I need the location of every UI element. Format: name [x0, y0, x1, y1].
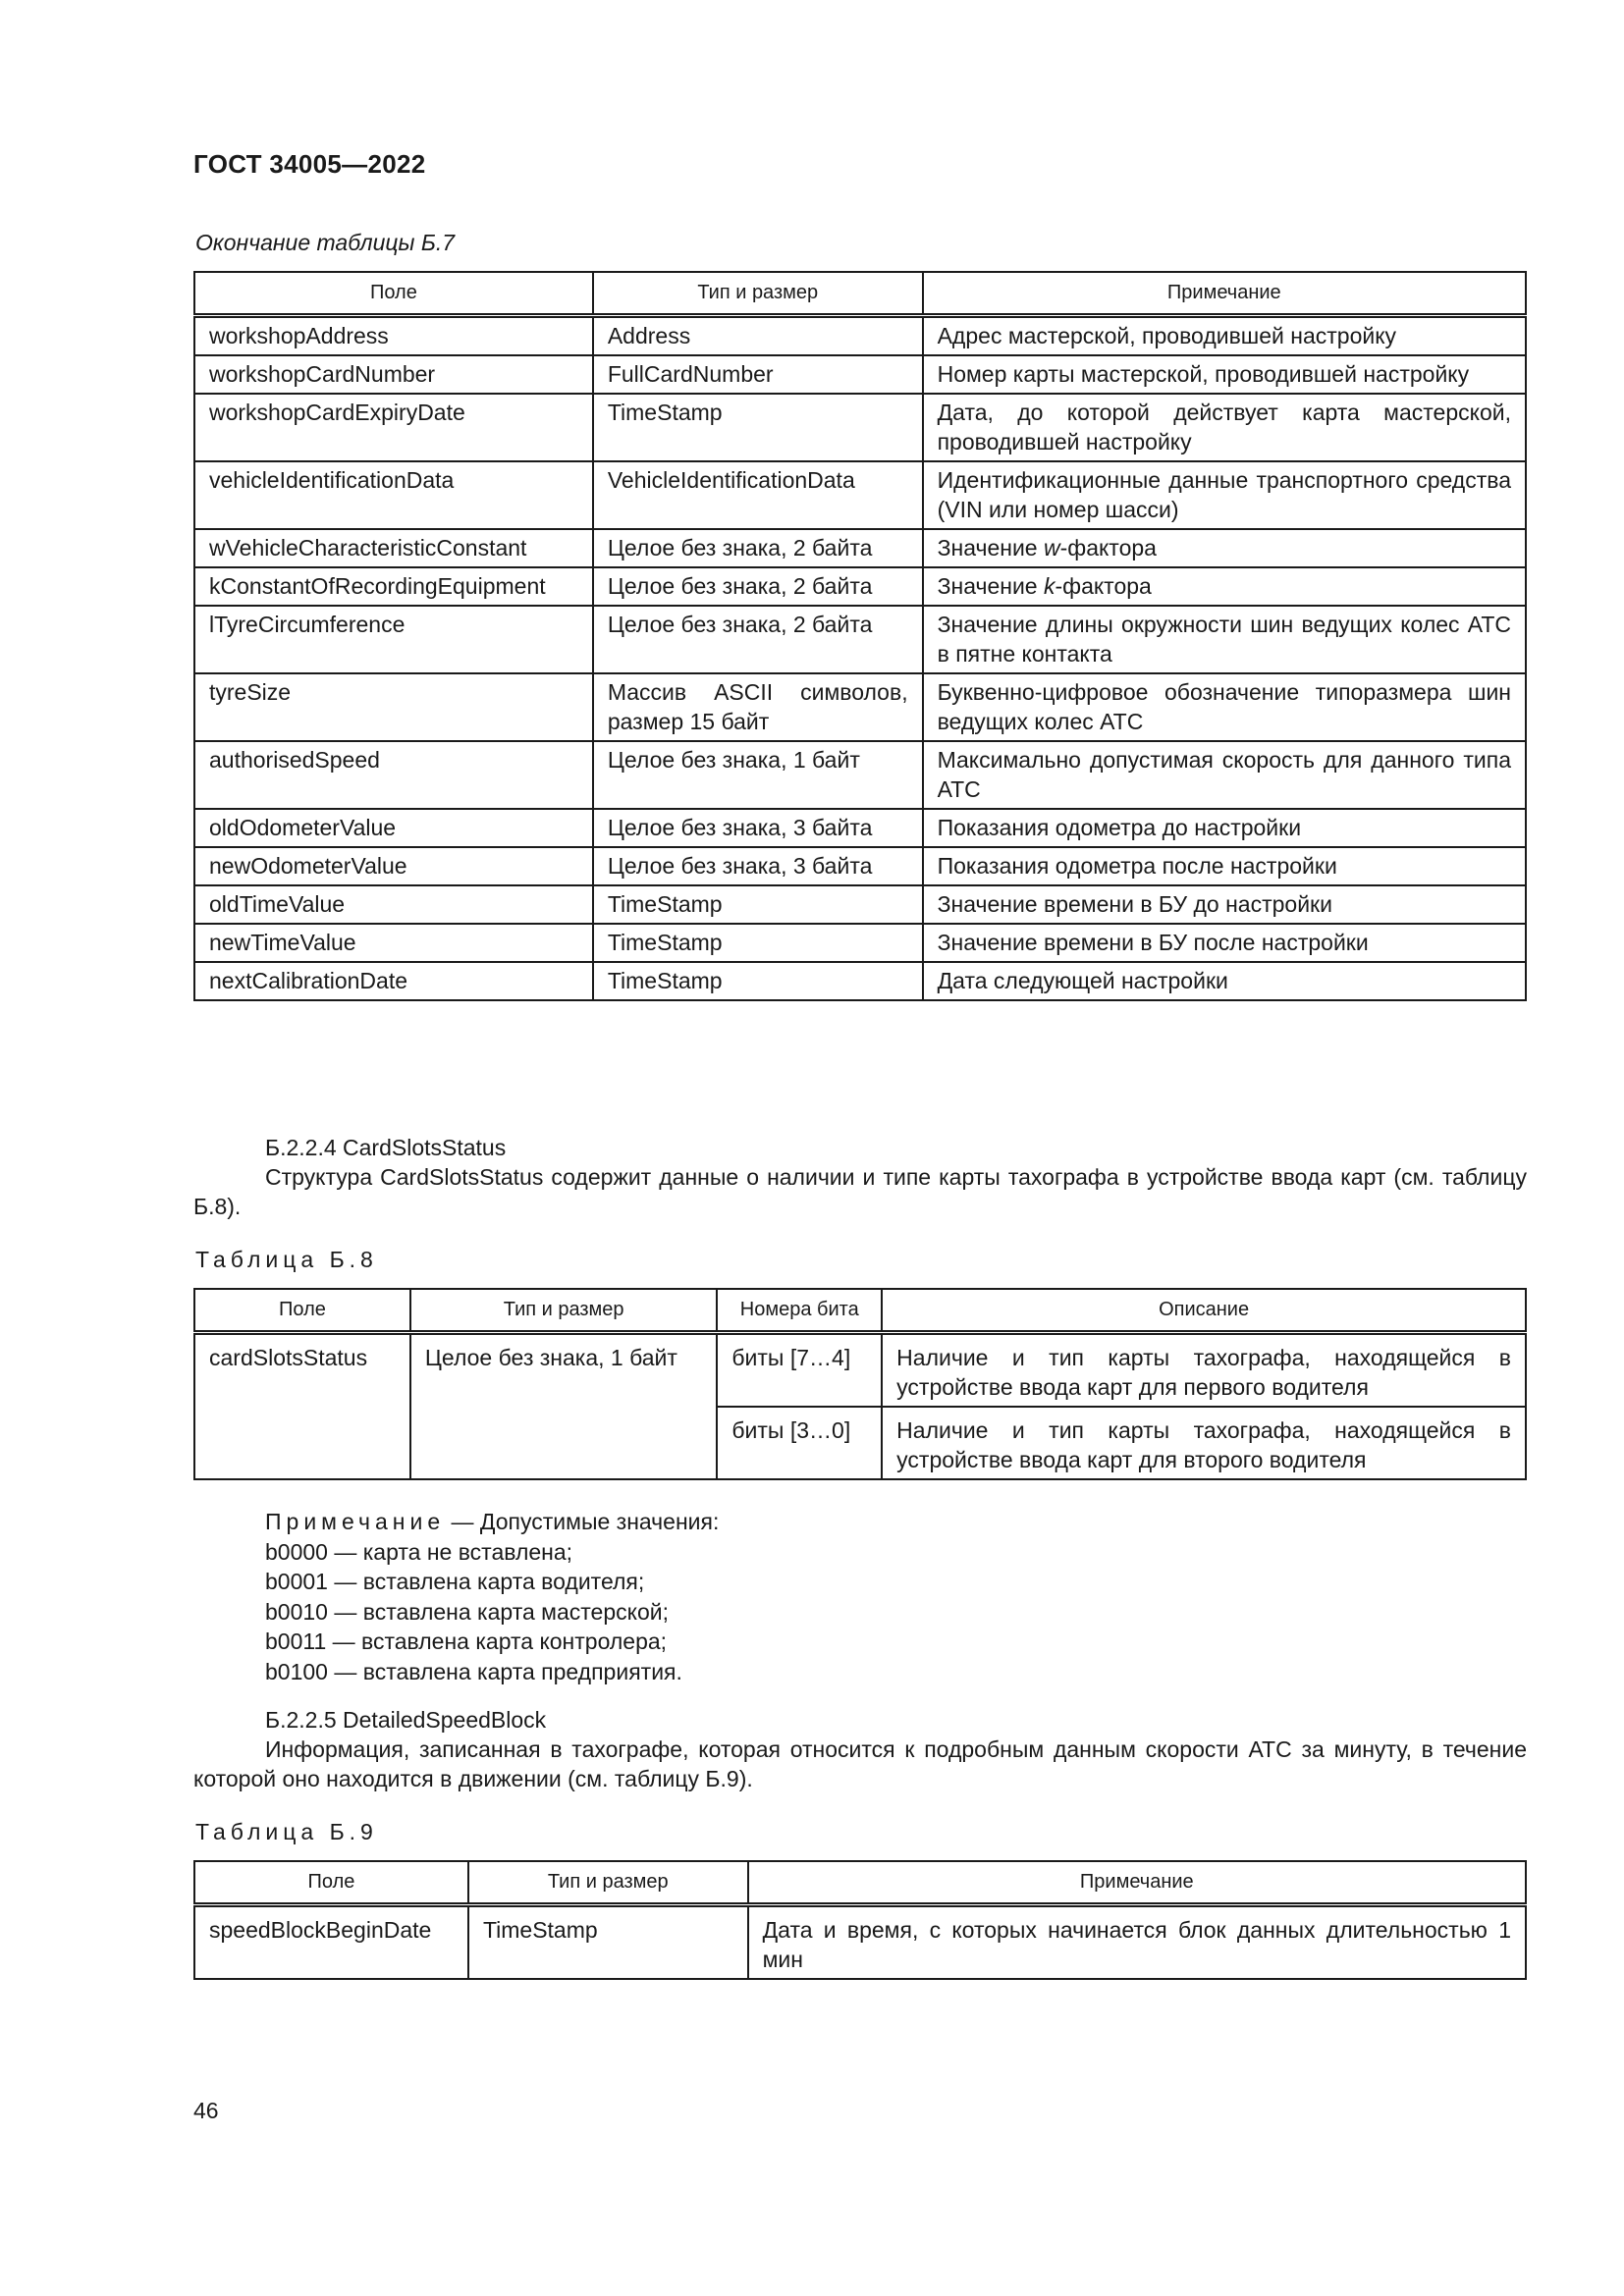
note-intro-line — [265, 1507, 719, 1537]
column-header-type: Тип и размер — [468, 1861, 748, 1904]
table-b9-title: Таблица Б.9 — [195, 1819, 378, 1844]
cell-field: oldOdometerValue — [194, 809, 593, 847]
table-row — [194, 529, 1526, 567]
cell-field: oldTimeValue — [194, 885, 593, 924]
cell-field: lTyreCircumference — [194, 606, 593, 673]
note-prefix: Значение — [937, 572, 1044, 599]
cell-note: Значение длины окружности шин ведущих колес АТС в пятне контакта — [923, 606, 1526, 673]
section-paragraph-b225: Информация, записанная в тахографе, которая относится к подробным данным скорости АТС за минуту, в течение которой оно находится в движении (см. таблицу Б.9). — [193, 1736, 1527, 1791]
cell-note: Номер карты мастерской, проводившей настройку — [923, 355, 1526, 394]
cell-description: Наличие и тип карты тахографа, находящейся в устройстве ввода карт для второго водителя — [882, 1407, 1526, 1479]
cell-note: Буквенно-цифровое обозначение типоразмера шин ведущих колес АТС — [923, 673, 1526, 741]
standard-header: ГОСТ 34005—2022 — [193, 149, 426, 179]
cell-field: tyreSize — [194, 673, 593, 741]
cell-note: Максимально допустимая скорость для данного типа АТС — [923, 741, 1526, 809]
cell-note: Дата следующей настройки — [923, 962, 1526, 1000]
cell-type: TimeStamp — [468, 1904, 748, 1979]
table-row — [194, 847, 1526, 885]
table-b8-title: Таблица Б.8 — [195, 1247, 378, 1272]
column-header-field: Поле — [194, 1289, 410, 1332]
cell-field: workshopAddress — [194, 315, 593, 355]
cell-type: Целое без знака, 3 байта — [593, 809, 923, 847]
cell-type: Целое без знака, 2 байта — [593, 606, 923, 673]
cell-description: Наличие и тип карты тахографа, находящейся в устройстве ввода карт для первого водителя — [882, 1332, 1526, 1407]
column-header-field: Поле — [194, 272, 593, 315]
cell-note — [923, 529, 1526, 567]
section-paragraph-b224: Структура CardSlotsStatus содержит данные о наличии и типе карты тахографа в устройстве ввода карт (см. таблицу Б.8). — [193, 1164, 1527, 1219]
cell-type: TimeStamp — [593, 962, 923, 1000]
note-item: b0001 — вставлена карта водителя; — [265, 1569, 645, 1594]
cell-note: Показания одометра после настройки — [923, 847, 1526, 885]
table-header-row — [194, 272, 1526, 315]
cell-note: Идентификационные данные транспортного средства (VIN или номер шасси) — [923, 461, 1526, 529]
note-italic-symbol: w — [1043, 534, 1060, 561]
page-number: 46 — [193, 2098, 219, 2123]
cell-type: Целое без знака, 1 байт — [593, 741, 923, 809]
cell-field: wVehicleCharacteristicConstant — [194, 529, 593, 567]
column-header-type: Тип и размер — [593, 272, 923, 315]
note-label: Примечание — [265, 1509, 446, 1534]
cell-type: Целое без знака, 3 байта — [593, 847, 923, 885]
note-suffix: -фактора — [1055, 572, 1152, 599]
cell-type: TimeStamp — [593, 924, 923, 962]
table-b7-caption: Окончание таблицы Б.7 — [195, 230, 456, 255]
table-row — [194, 394, 1526, 461]
table-row — [194, 885, 1526, 924]
table-b7 — [193, 271, 1527, 1001]
table-row — [194, 1332, 1526, 1407]
cell-type: TimeStamp — [593, 885, 923, 924]
column-header-bits: Номера бита — [717, 1289, 882, 1332]
table-b8-note — [265, 1507, 719, 1686]
cell-type: Целое без знака, 2 байта — [593, 567, 923, 606]
cell-note: Показания одометра до настройки — [923, 809, 1526, 847]
table-row — [194, 809, 1526, 847]
table-row — [194, 567, 1526, 606]
note-item: b0011 — вставлена карта контролера; — [265, 1629, 668, 1654]
cell-field: nextCalibrationDate — [194, 962, 593, 1000]
section-title-b224: Б.2.2.4 CardSlotsStatus — [265, 1135, 507, 1160]
cell-note: Дата, до которой действует карта мастерской, проводившей настройку — [923, 394, 1526, 461]
note-prefix: Значение — [937, 534, 1044, 561]
table-row — [194, 355, 1526, 394]
cell-field: workshopCardNumber — [194, 355, 593, 394]
table-b8 — [193, 1288, 1527, 1480]
cell-field: authorisedSpeed — [194, 741, 593, 809]
table-header-row — [194, 1289, 1526, 1332]
table-row — [194, 461, 1526, 529]
note-suffix: -фактора — [1059, 534, 1157, 561]
note-italic-symbol: k — [1043, 572, 1056, 599]
cell-note: Значение времени в БУ до настройки — [923, 885, 1526, 924]
cell-field: vehicleIdentificationData — [194, 461, 593, 529]
table-row — [194, 924, 1526, 962]
cell-note: Значение времени в БУ после настройки — [923, 924, 1526, 962]
table-row — [194, 673, 1526, 741]
note-item: b0100 — вставлена карта предприятия. — [265, 1658, 682, 1684]
note-item: b0000 — карта не вставлена; — [265, 1538, 573, 1565]
cell-note: Дата и время, с которых начинается блок данных длительностью 1 мин — [748, 1904, 1526, 1979]
table-row — [194, 606, 1526, 673]
note-item: b0010 — вставлена карта мастерской; — [265, 1598, 669, 1625]
cell-field: workshopCardExpiryDate — [194, 394, 593, 461]
table-b9 — [193, 1860, 1527, 1980]
cell-field: speedBlockBeginDate — [194, 1904, 468, 1979]
cell-field: kConstantOfRecordingEquipment — [194, 567, 593, 606]
table-row — [194, 315, 1526, 355]
note-intro: — Допустимые значения: — [445, 1509, 720, 1534]
column-header-note: Примечание — [923, 272, 1526, 315]
cell-type: Address — [593, 315, 923, 355]
cell-field: newOdometerValue — [194, 847, 593, 885]
cell-note — [923, 567, 1526, 606]
table-row — [194, 1904, 1526, 1979]
cell-field: cardSlotsStatus — [194, 1332, 410, 1479]
cell-type: FullCardNumber — [593, 355, 923, 394]
cell-type: Массив ASCII символов, размер 15 байт — [593, 673, 923, 741]
column-header-field: Поле — [194, 1861, 468, 1904]
cell-type: Целое без знака, 1 байт — [410, 1332, 717, 1479]
cell-field: newTimeValue — [194, 924, 593, 962]
column-header-description: Описание — [882, 1289, 1526, 1332]
table-header-row — [194, 1861, 1526, 1904]
section-title-b225: Б.2.2.5 DetailedSpeedBlock — [265, 1707, 547, 1733]
cell-note: Адрес мастерской, проводившей настройку — [923, 315, 1526, 355]
column-header-note: Примечание — [748, 1861, 1526, 1904]
column-header-type: Тип и размер — [410, 1289, 717, 1332]
cell-type: TimeStamp — [593, 394, 923, 461]
table-row — [194, 741, 1526, 809]
cell-bits: биты [3…0] — [717, 1407, 882, 1479]
table-row — [194, 962, 1526, 1000]
cell-type: Целое без знака, 2 байта — [593, 529, 923, 567]
cell-type: VehicleIdentificationData — [593, 461, 923, 529]
cell-bits: биты [7…4] — [717, 1332, 882, 1407]
